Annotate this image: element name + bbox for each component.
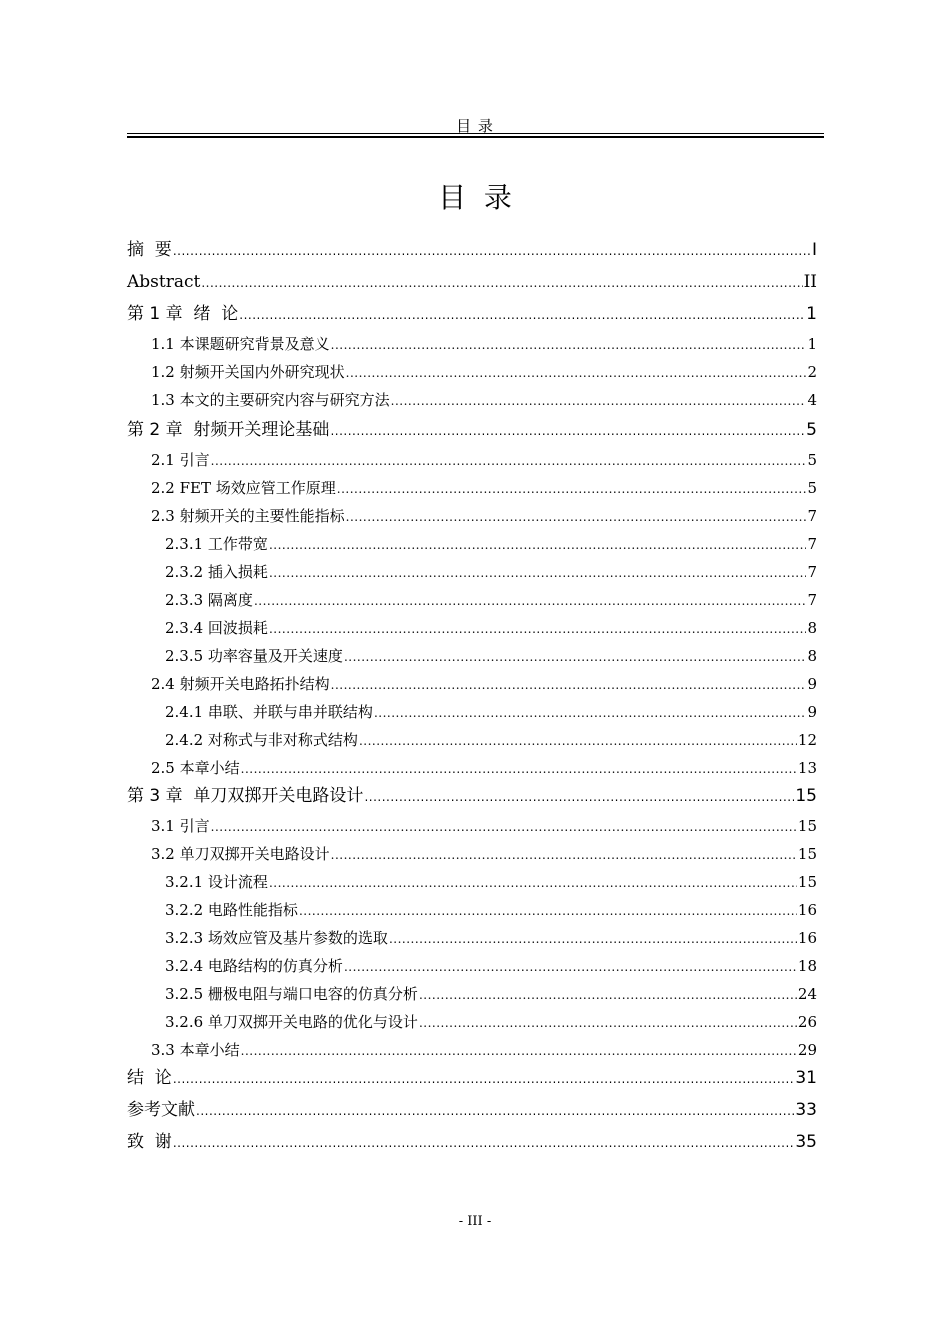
header-rule-thick [127, 136, 824, 138]
toc-entry-label: 1.2 射频开关国内外研究现状 [151, 363, 345, 381]
toc-entry-page: 31 [795, 1068, 817, 1088]
toc-entry-page: 9 [807, 703, 817, 721]
toc-leader [196, 1099, 794, 1123]
toc-entry-page: 29 [797, 1041, 817, 1059]
toc-entry-label: 结 论 [127, 1068, 172, 1088]
toc-entry-3-2-1[interactable] [127, 870, 817, 895]
toc-entry-page: 8 [807, 647, 817, 665]
toc-entry-page: 7 [807, 507, 817, 525]
toc-entry-label: 致 谢 [127, 1132, 172, 1152]
toc-leader [337, 477, 807, 501]
toc-entry-3-3[interactable] [127, 1038, 817, 1063]
toc-entry-abstract-en[interactable] [127, 270, 817, 295]
toc-leader [331, 673, 807, 697]
toc-entry-page: 15 [797, 873, 817, 891]
toc-entry-label: 摘 要 [127, 240, 172, 260]
toc-entry-label: 2.3 射频开关的主要性能指标 [151, 507, 345, 525]
toc-leader [346, 505, 807, 529]
toc-leader [173, 239, 811, 263]
toc-leader [201, 271, 802, 295]
toc-leader [173, 1131, 795, 1155]
toc-entry-label: 1.3 本文的主要研究内容与研究方法 [151, 391, 390, 409]
toc-entry-label: 2.1 引言 [151, 451, 210, 469]
toc-entry-page: 18 [797, 957, 817, 975]
toc-entry-label: 2.3.4 回波损耗 [165, 619, 268, 637]
toc-entry-page: 7 [807, 591, 817, 609]
toc-entry-2-3-2[interactable] [127, 560, 817, 585]
toc-entry-1-1[interactable] [127, 332, 817, 357]
toc-leader [269, 561, 807, 585]
toc-entry-page: 2 [807, 363, 817, 381]
toc-entry-page: 7 [807, 563, 817, 581]
toc-leader [330, 419, 805, 443]
toc-leader [254, 589, 807, 613]
toc-entry-label: 2.3.1 工作带宽 [165, 535, 268, 553]
toc-leader [269, 871, 797, 895]
toc-leader [211, 815, 797, 839]
page-title: 目 录 [438, 181, 512, 214]
toc-leader [346, 361, 807, 385]
toc-entry-page: 24 [797, 985, 817, 1003]
toc-entry-page: 1 [807, 335, 817, 353]
toc-entry-label: 2.4.2 对称式与非对称式结构 [165, 731, 358, 749]
toc-leader [331, 843, 797, 867]
toc-entry-page: 35 [795, 1132, 817, 1152]
toc-entry-page: 1 [806, 304, 817, 324]
toc-entry-label: 第 1 章 绪 论 [127, 304, 239, 324]
toc-entry-label: 第 3 章 单刀双掷开关电路设计 [127, 786, 364, 806]
header-rule-thin [127, 133, 824, 134]
toc-entry-3-1[interactable] [127, 814, 817, 839]
toc-entry-abstract-cn[interactable] [127, 238, 817, 263]
toc-entry-page: II [803, 272, 817, 292]
toc-entry-3-2-2[interactable] [127, 898, 817, 923]
toc-leader [419, 1011, 797, 1035]
toc-entry-1-3[interactable] [127, 388, 817, 413]
toc-entry-2-3-4[interactable] [127, 616, 817, 641]
toc-entry-label: 3.1 引言 [151, 817, 210, 835]
toc-entry-1-2[interactable] [127, 360, 817, 385]
toc-leader [211, 449, 807, 473]
toc-entry-label: 3.2.5 栅极电阻与端口电容的仿真分析 [165, 985, 418, 1003]
toc-entry-page: I [811, 240, 817, 260]
toc-leader [299, 899, 797, 923]
toc-entry-page: 26 [797, 1013, 817, 1031]
toc-entry-2-5[interactable] [127, 756, 817, 781]
toc-entry-page: 8 [807, 619, 817, 637]
toc-leader [344, 955, 797, 979]
toc-entry-page: 15 [797, 817, 817, 835]
toc-entry-3-2[interactable] [127, 842, 817, 867]
toc-entry-page: 7 [807, 535, 817, 553]
page-number: - III - [458, 1214, 492, 1229]
toc-leader [241, 1039, 797, 1063]
toc-entry-label: 2.3.2 插入损耗 [165, 563, 268, 581]
toc-leader [331, 333, 807, 357]
toc-entry-page: 15 [795, 786, 817, 806]
toc-entry-label: 2.4.1 串联、并联与串并联结构 [165, 703, 373, 721]
toc-entry-2-3-5[interactable] [127, 644, 817, 669]
toc-entry-label: 3.2 单刀双掷开关电路设计 [151, 845, 330, 863]
toc-leader [359, 729, 797, 753]
toc-entry-acknowledgements[interactable] [127, 1130, 817, 1155]
toc-leader [241, 757, 797, 781]
toc-leader [364, 785, 794, 809]
toc-entry-2-4[interactable] [127, 672, 817, 697]
toc-entry-2-4-2[interactable] [127, 728, 817, 753]
toc-entry-3-2-5[interactable] [127, 982, 817, 1007]
toc-leader [391, 389, 807, 413]
toc-entry-label: 3.2.3 场效应管及基片参数的选取 [165, 929, 388, 947]
toc-entry-page: 16 [797, 901, 817, 919]
toc-leader [269, 533, 807, 557]
toc-entry-page: 12 [797, 731, 817, 749]
toc-leader [419, 983, 797, 1007]
toc-entry-label: 2.3.5 功率容量及开关速度 [165, 647, 343, 665]
toc-entry-label: 第 2 章 射频开关理论基础 [127, 420, 330, 440]
toc-entry-page: 5 [806, 420, 817, 440]
toc-entry-label: 3.2.1 设计流程 [165, 873, 268, 891]
toc-entry-label: 2.5 本章小结 [151, 759, 240, 777]
toc-leader [269, 617, 807, 641]
toc-entry-label: 2.2 FET 场效应管工作原理 [151, 479, 336, 497]
toc-entry-page: 16 [797, 929, 817, 947]
toc-entry-3-2-4[interactable] [127, 954, 817, 979]
toc-entry-page: 15 [797, 845, 817, 863]
toc-entry-2-1[interactable] [127, 448, 817, 473]
toc-entry-references[interactable] [127, 1098, 817, 1123]
toc-leader [374, 701, 807, 725]
toc-entry-2-3[interactable] [127, 504, 817, 529]
toc-entry-page: 5 [807, 451, 817, 469]
toc-entry-label: 参考文献 [127, 1100, 195, 1120]
toc-entry-page: 9 [807, 675, 817, 693]
toc-entry-2-2[interactable] [127, 476, 817, 501]
toc-entry-chapter-3[interactable] [127, 784, 817, 809]
toc-entry-page: 33 [795, 1100, 817, 1120]
toc-entry-conclusion[interactable] [127, 1066, 817, 1091]
toc-entry-label: 2.4 射频开关电路拓扑结构 [151, 675, 330, 693]
toc-entry-label: 1.1 本课题研究背景及意义 [151, 335, 330, 353]
toc-entry-label: 3.2.6 单刀双掷开关电路的优化与设计 [165, 1013, 418, 1031]
toc-entry-page: 13 [797, 759, 817, 777]
toc-entry-label: 3.2.2 电路性能指标 [165, 901, 298, 919]
running-header: 目 录 [456, 117, 494, 135]
toc-leader [389, 927, 797, 951]
toc-entry-2-4-1[interactable] [127, 700, 817, 725]
toc-entry-page: 4 [807, 391, 817, 409]
toc-entry-2-3-1[interactable] [127, 532, 817, 557]
toc-leader [344, 645, 807, 669]
toc-entry-3-2-3[interactable] [127, 926, 817, 951]
toc-leader [173, 1067, 795, 1091]
toc-entry-page: 5 [807, 479, 817, 497]
toc-entry-2-3-3[interactable] [127, 588, 817, 613]
toc-leader [239, 303, 805, 327]
toc-entry-chapter-1[interactable] [127, 302, 817, 327]
toc-entry-3-2-6[interactable] [127, 1010, 817, 1035]
toc-entry-label: Abstract [127, 272, 201, 292]
toc-entry-label: 3.2.4 电路结构的仿真分析 [165, 957, 343, 975]
toc-entry-chapter-2[interactable] [127, 418, 817, 443]
toc-entry-label: 3.3 本章小结 [151, 1041, 240, 1059]
toc-entry-label: 2.3.3 隔离度 [165, 591, 253, 609]
